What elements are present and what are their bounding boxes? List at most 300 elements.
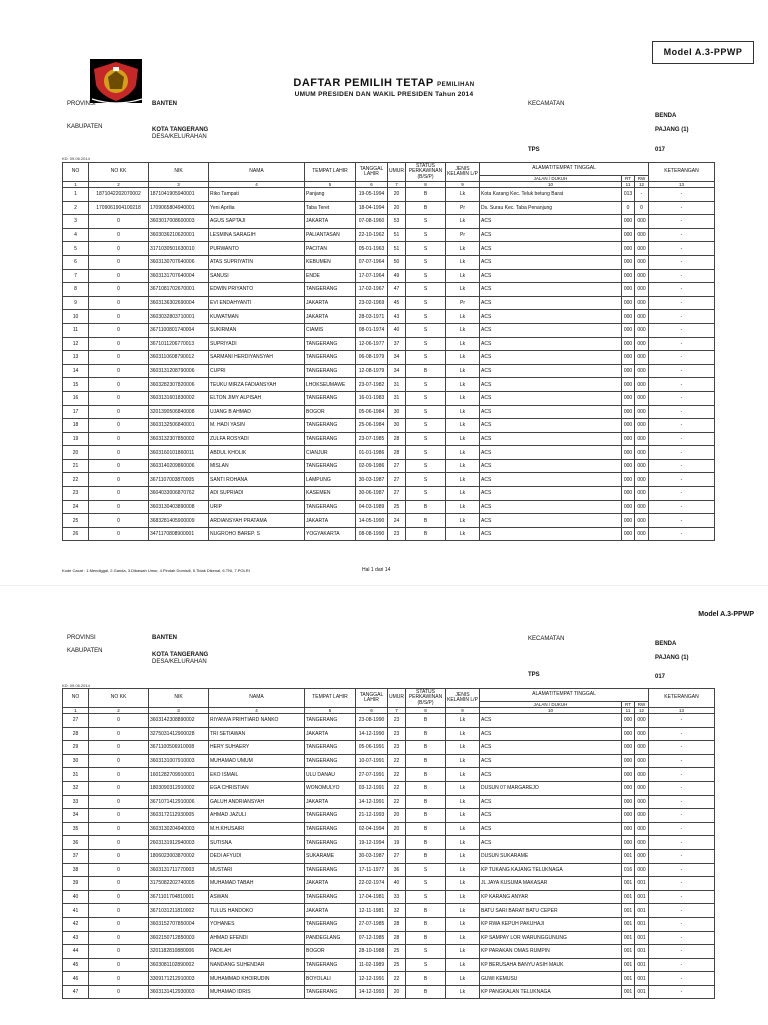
cell-umur: 25 [388,500,406,514]
cell-no: 20 [63,446,89,460]
table-row [63,945,715,959]
cell-tanggal: 07-12-1985 [356,931,388,945]
cell-jalan: ACS [480,228,622,242]
cell-rt: 000 [622,351,635,365]
cell-umur: 30 [388,419,406,433]
table-row [63,972,715,986]
cell-jalan: KP RWA KEPUH PAKUHAJI [480,917,622,931]
cell-ket: - [649,242,715,256]
cell-rt: 000 [622,446,635,460]
cell-nokk: 0 [89,781,149,795]
cell-jk: Pr [446,228,480,242]
cell-jk: Lk [446,931,480,945]
cell-nama: URIP [209,500,305,514]
table-row [63,391,715,405]
cell-umur: 27 [388,849,406,863]
cell-nokk: 0 [89,378,149,392]
cell-tanggal: 16-01-1983 [356,391,388,405]
cell-nama: ADI SUPRIADI [209,487,305,501]
column-number-1: 1 [63,182,89,188]
cell-tanggal: 14-12-1991 [356,795,388,809]
cell-ket: - [649,849,715,863]
cell-tanggal: 12-12-1991 [356,972,388,986]
header-jalan: JALAN / DUKUH [480,176,622,182]
cell-tanggal: 05-06-1991 [356,741,388,755]
cell-tempat: BOGOR [305,405,356,419]
cell-nik: 3603131412930003 [149,985,209,999]
table-row [63,863,715,877]
cell-status: B [406,809,446,823]
cell-nama: UJANG B AHMAD [209,405,305,419]
cell-ket: - [649,446,715,460]
column-number-10: 10 [480,182,622,188]
cell-tanggal: 08-01-1974 [356,323,388,337]
cell-rw: 001 [635,985,649,999]
cell-rw: 000 [635,487,649,501]
kabupaten-value-2: KOTA TANGERANG [152,652,209,658]
cell-nama: EKO ISMAIL [209,768,305,782]
cell-jk: Lk [446,741,480,755]
cell-nokk: 0 [89,527,149,541]
cell-ket: - [649,863,715,877]
cell-no: 44 [63,945,89,959]
cell-jalan: ACS [480,795,622,809]
cell-status: S [406,419,446,433]
cell-rw: 001 [635,958,649,972]
cell-tempat: PANDEGLANG [305,931,356,945]
cell-no: 22 [63,473,89,487]
cell-umur: 30 [388,405,406,419]
cell-rw: 0 [635,201,649,215]
tps-value: 017 [655,147,666,153]
cell-jk: Lk [446,768,480,782]
cell-umur: 40 [388,323,406,337]
cell-jalan: ACS [480,741,622,755]
cell-nama: M.H.KHUSAIRI [209,822,305,836]
cell-nik: 1601282709910001 [149,768,209,782]
cell-tempat: LAMPUNG [305,473,356,487]
table-row [63,904,715,918]
cell-nama: AGUS SAPTAJI [209,215,305,229]
cell-nokk: 0 [89,405,149,419]
cell-nokk: 0 [89,487,149,501]
cell-tempat: TANGERANG [305,391,356,405]
cell-rt: 000 [622,419,635,433]
column-number-12: 12 [635,182,649,188]
cell-rt: 0 [622,201,635,215]
column-number-10: 10 [480,708,622,714]
column-number-9: 9 [446,708,480,714]
table-row [63,283,715,297]
cell-tanggal: 22-10-1962 [356,228,388,242]
cell-jalan: ACS [480,296,622,310]
table-row [63,849,715,863]
cell-jk: Lk [446,283,480,297]
cell-ket: - [649,378,715,392]
table-row [63,459,715,473]
cell-tempat: ULU DANAU [305,768,356,782]
cell-tempat: PALIANTASAN [305,228,356,242]
cell-tanggal: 21-12-1993 [356,809,388,823]
cell-ket: - [649,228,715,242]
cell-nik: 3309171212910003 [149,972,209,986]
header-rt: RT [622,176,635,182]
desa-label-2: DESA/KELURAHAN [152,659,207,665]
cell-jalan: KP KARANG ANYAR [480,890,622,904]
cell-no: 10 [63,310,89,324]
cell-status: B [406,364,446,378]
tps-label-2: TPS [528,672,540,678]
cell-rw: 000 [635,215,649,229]
column-number-8: 8 [406,182,446,188]
cell-ket: - [649,487,715,501]
cell-rw: 000 [635,768,649,782]
header-status: STATUS PERKAWINAN (B/S/P) [406,163,446,182]
cell-tempat: TANGERANG [305,364,356,378]
cell-jk: Lk [446,849,480,863]
cell-tempat: TANGERANG [305,432,356,446]
cell-tanggal: 27-07-1985 [356,917,388,931]
cell-no: 15 [63,378,89,392]
cell-nik: 3603132307850002 [149,432,209,446]
cell-rt: 000 [622,432,635,446]
cell-umur: 31 [388,391,406,405]
cell-tanggal: 05-06-1984 [356,405,388,419]
cell-umur: 23 [388,714,406,728]
cell-nik: 3603032803710001 [149,310,209,324]
cell-rt: 000 [622,473,635,487]
table-row [63,836,715,850]
cell-nik: 3671011206770013 [149,337,209,351]
cell-jalan: ACS [480,351,622,365]
model-label-page-2: Model A.3-PPWP [698,611,754,618]
cell-tanggal: 17-07-1964 [356,269,388,283]
cell-tempat: JAKARTA [305,514,356,528]
cell-status: B [406,741,446,755]
cell-umur: 27 [388,487,406,501]
cell-nokk: 0 [89,917,149,931]
cell-nik: 3671100506910008 [149,741,209,755]
cell-jk: Lk [446,323,480,337]
page-number: Hal 1 dari 14 [362,567,391,573]
kabupaten-value: KOTA TANGERANG [152,127,209,133]
table-row [63,514,715,528]
cell-rt: 001 [622,958,635,972]
cell-tempat: WONOMULYO [305,781,356,795]
tps-value-2: 017 [655,674,666,680]
cell-tanggal: 17-04-1981 [356,890,388,904]
cell-jk: Lk [446,215,480,229]
cell-rw: 000 [635,323,649,337]
cell-nokk: 1709061904100218 [89,201,149,215]
cell-nokk: 0 [89,768,149,782]
cell-no: 32 [63,781,89,795]
column-number-2: 2 [89,182,149,188]
cell-jk: Lk [446,958,480,972]
cell-nik: 3175082202740005 [149,877,209,891]
cell-rw: 000 [635,849,649,863]
cell-jk: Lk [446,487,480,501]
cell-nama: MUHAMAD IDRIS [209,985,305,999]
header-rt: RT [622,702,635,708]
cell-no: 27 [63,714,89,728]
header-nik: NIK [149,689,209,708]
voter-rows-page-1 [63,188,715,541]
cell-rt: 016 [622,863,635,877]
table-row [63,727,715,741]
cell-nama: Riko Tampati [209,188,305,202]
column-number-7: 7 [388,708,406,714]
cell-nokk: 0 [89,514,149,528]
cell-nik: 3604033006870762 [149,487,209,501]
header-nokk: NO KK [89,163,149,182]
cell-nama: SUTISNA [209,836,305,850]
cell-nokk: 0 [89,714,149,728]
cell-jk: Lk [446,514,480,528]
cell-jk: Lk [446,727,480,741]
cell-tempat: Taba Teret [305,201,356,215]
table-row [63,310,715,324]
cell-ket: - [649,323,715,337]
column-number-11: 11 [622,182,635,188]
cell-no: 18 [63,419,89,433]
cell-jk: Lk [446,809,480,823]
cell-tempat: TANGERANG [305,958,356,972]
cell-nik: 3603282307820006 [149,378,209,392]
cell-tempat: TANGERANG [305,741,356,755]
cell-jalan: ACS [480,405,622,419]
cell-status: B [406,527,446,541]
cell-nama: MUSTARI [209,863,305,877]
cell-no: 5 [63,242,89,256]
cell-tanggal: 27-07-1991 [356,768,388,782]
cell-umur: 37 [388,337,406,351]
cell-rt: 000 [622,459,635,473]
cell-tanggal: 02-04-1994 [356,822,388,836]
cell-umur: 34 [388,364,406,378]
cell-nik: 3671081702670001 [149,283,209,297]
table-row [63,985,715,999]
cell-nik: 3603152707850004 [149,917,209,931]
cell-no: 43 [63,931,89,945]
cell-nokk: 0 [89,863,149,877]
cell-rt: 000 [622,323,635,337]
cell-status: B [406,795,446,809]
cell-nama: GALUH ANDRIANSYAH [209,795,305,809]
cell-rw: 000 [635,754,649,768]
cell-tempat: TANGERANG [305,917,356,931]
cell-tanggal: 12-11-1981 [356,904,388,918]
cell-nama: M. HADI YASIN [209,419,305,433]
cell-umur: 51 [388,242,406,256]
table-row [63,432,715,446]
cell-jalan: KP PARAKAN OMAS RUMPIN [480,945,622,959]
header-tempat: TEMPAT LAHIR [305,689,356,708]
cell-rt: 000 [622,754,635,768]
table-row [63,877,715,891]
column-number-5: 5 [305,182,356,188]
cell-jalan: ACS [480,514,622,528]
cell-rt: 001 [622,985,635,999]
cell-tempat: CIANJUR [305,446,356,460]
table-row [63,228,715,242]
cell-jk: Lk [446,795,480,809]
cell-tanggal: 11-02-1989 [356,958,388,972]
cell-jk: Lk [446,310,480,324]
cell-tempat: JAKARTA [305,904,356,918]
cell-nama: ARDIANSYAH PRATAMA [209,514,305,528]
cell-status: S [406,255,446,269]
cell-nik: 3602150712850003 [149,931,209,945]
cell-ket: - [649,958,715,972]
cell-rt: 000 [622,741,635,755]
cell-nama: EGA CHRISTIAN [209,781,305,795]
cell-ket: - [649,768,715,782]
cell-no: 11 [63,323,89,337]
table-row [63,296,715,310]
cell-jalan: ACS [480,768,622,782]
cell-nama: AHMAD JAZULI [209,809,305,823]
cell-jalan: ACS [480,323,622,337]
cell-nama: NUGROHO BAREP. S [209,527,305,541]
cell-rw: 000 [635,727,649,741]
cell-no: 34 [63,809,89,823]
cell-no: 42 [63,917,89,931]
table-row [63,242,715,256]
cell-nama: TULUS HANDOKO [209,904,305,918]
cell-no: 35 [63,822,89,836]
cell-nama: PURWANTO [209,242,305,256]
cell-status: S [406,459,446,473]
cell-jk: Lk [446,255,480,269]
cell-status: S [406,283,446,297]
cell-umur: 20 [388,188,406,202]
cell-tempat: SUKARAME [305,849,356,863]
header-alamat: ALAMAT/TEMPAT TINGGAL [480,163,649,176]
cell-tempat: PACITAN [305,242,356,256]
cell-nokk: 0 [89,473,149,487]
cell-tempat: LHOKSEUMAWE [305,378,356,392]
cell-nokk: 0 [89,310,149,324]
kabupaten-label-2: KABUPATEN [67,648,103,654]
column-number-13: 13 [649,708,715,714]
cell-rw: 000 [635,296,649,310]
cell-umur: 28 [388,917,406,931]
cell-jalan: ACS [480,836,622,850]
cell-rw: 000 [635,459,649,473]
cell-no: 46 [63,972,89,986]
cell-jalan: GUWI KEMUSU [480,972,622,986]
cell-no: 28 [63,727,89,741]
cell-tempat: TANGERANG [305,890,356,904]
cell-rw: 000 [635,714,649,728]
cell-nokk: 0 [89,836,149,850]
cell-tempat: JAKARTA [305,795,356,809]
cell-status: S [406,877,446,891]
cell-umur: 28 [388,931,406,945]
cell-nik: 1871041905940001 [149,188,209,202]
header-jalan: JALAN / DUKUH [480,702,622,708]
cell-status: S [406,351,446,365]
cell-nik: 3603081102890002 [149,958,209,972]
cell-no: 6 [63,255,89,269]
cell-nokk: 0 [89,432,149,446]
cell-nik: 3471170808900001 [149,527,209,541]
cell-rw: 000 [635,405,649,419]
cell-rt: 001 [622,931,635,945]
table-row [63,822,715,836]
cell-no: 47 [63,985,89,999]
column-number-6: 6 [356,182,388,188]
cell-tanggal: 12-08-1979 [356,364,388,378]
cell-nama: ATAS SUPRIYATIN [209,255,305,269]
cell-nokk: 0 [89,419,149,433]
cell-ket: - [649,904,715,918]
column-number-9: 9 [446,182,480,188]
cell-rw: 001 [635,904,649,918]
cell-ket: - [649,972,715,986]
cell-umur: 47 [388,283,406,297]
cell-status: S [406,958,446,972]
cell-nik: 3603131711770003 [149,863,209,877]
cell-jk: Lk [446,419,480,433]
cell-ket: - [649,215,715,229]
cell-jalan: KP TUKANG KAJANG TELUKNAGA [480,863,622,877]
cell-umur: 40 [388,877,406,891]
header-ket: KETERANGAN [649,689,715,708]
cell-status: S [406,296,446,310]
table-row [63,487,715,501]
table-row [63,351,715,365]
cell-nama: RIYANVA PRIHTIARD NANKO [209,714,305,728]
cell-rt: 000 [622,727,635,741]
provinsi-value: BANTEN [152,101,177,107]
cell-rw: 000 [635,795,649,809]
document-subtitle: UMUM PRESIDEN DAN WAKIL PRESIDEN Tahun 2014 [294,91,474,98]
cell-tempat: JAKARTA [305,727,356,741]
cell-nama: ABDUL KHOLIK [209,446,305,460]
cell-nik: 3275031412900028 [149,727,209,741]
cell-rt: 000 [622,283,635,297]
cell-jalan: ACS [480,364,622,378]
cell-nokk: 0 [89,364,149,378]
cell-tanggal: 05-01-1963 [356,242,388,256]
table-row [63,958,715,972]
cell-jalan: ACS [480,242,622,256]
column-number-3: 3 [149,182,209,188]
cell-rt: 000 [622,337,635,351]
cell-nokk: 1871042202070002 [89,188,149,202]
cell-rt: 013 [622,188,635,202]
cell-status: S [406,310,446,324]
cell-umur: 22 [388,795,406,809]
cell-no: 45 [63,958,89,972]
cell-ket: - [649,917,715,931]
cell-ket: - [649,405,715,419]
cell-rw: 001 [635,931,649,945]
cell-jalan: ACS [480,378,622,392]
column-number-8: 8 [406,708,446,714]
cell-nik: 3603110608790012 [149,351,209,365]
header-nama: NAMA [209,163,305,182]
cell-jk: Lk [446,500,480,514]
kecamatan-label: KECAMATAN [528,101,565,107]
cell-nik: 3603017008600003 [149,215,209,229]
cell-jalan: DUSUN 07 MARGAREJO [480,781,622,795]
cell-tempat: TANGERANG [305,459,356,473]
cell-rt: 001 [622,877,635,891]
cell-tanggal: 28-10-1988 [356,945,388,959]
